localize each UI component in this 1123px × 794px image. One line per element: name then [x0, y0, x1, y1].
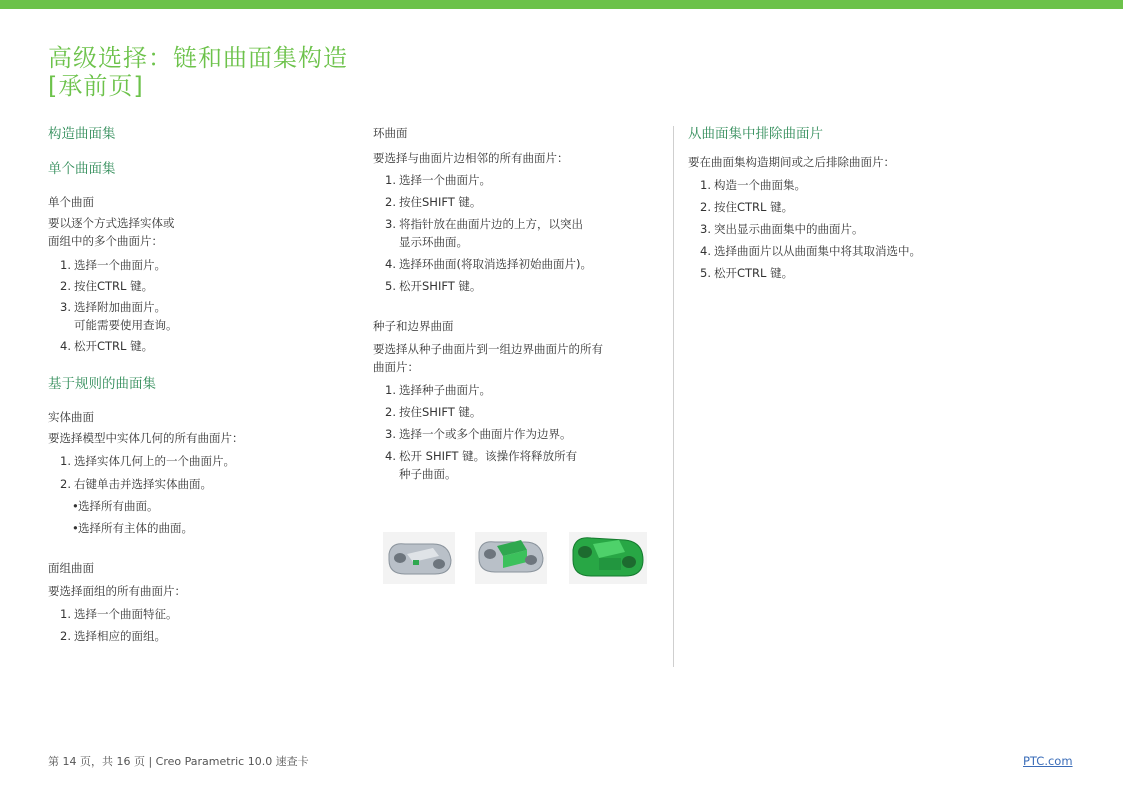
- step-text: 突出显示曲面集中的曲面片。: [714, 222, 864, 236]
- step-text: 松开SHIFT 键。: [399, 279, 482, 293]
- intro-loop-surface: 要选择与曲面片边相邻的所有曲面片：: [373, 151, 569, 165]
- step-number: 1.: [60, 258, 71, 272]
- step-text: 选择环曲面(将取消选择初始曲面片)。: [399, 257, 592, 271]
- step-number: 3.: [385, 427, 396, 441]
- list-item: [48, 298, 348, 334]
- intro-single-line2: 面组中的多个曲面片：: [48, 234, 163, 248]
- step-number: 2.: [385, 195, 396, 209]
- intro-exclude: 要在曲面集构造期间或之后排除曲面片：: [688, 155, 895, 169]
- step-number: 4.: [385, 449, 396, 463]
- part-boundary-surface-image: [475, 532, 547, 584]
- step-text: 选择一个或多个曲面片作为边界。: [399, 427, 572, 441]
- list-item: [48, 497, 348, 515]
- list-item: [373, 425, 658, 443]
- step-number: 1.: [60, 454, 71, 468]
- list-item: [688, 198, 988, 216]
- intro-seed-line2: 曲面片：: [373, 360, 419, 374]
- list-item: [373, 277, 658, 295]
- step-text: 松开 SHIFT 键。该操作将释放所有 种子曲面。: [399, 449, 578, 481]
- top-accent-bar: [0, 0, 1123, 9]
- column-right: [688, 124, 988, 282]
- steps-seed: [373, 381, 658, 483]
- step-text: 将指针放在曲面片边的上方，以突出 显示环曲面。: [399, 217, 583, 249]
- step-number: 3.: [700, 222, 711, 236]
- list-item: [373, 215, 658, 251]
- list-item: [48, 627, 348, 645]
- step-text: 选择一个曲面特征。: [74, 607, 178, 621]
- step-text: 松开CTRL 键。: [74, 339, 154, 353]
- step-number: 5.: [700, 266, 711, 280]
- page-title-line1: 高级选择：链和曲面集构造: [48, 44, 348, 72]
- list-item: [48, 452, 348, 470]
- step-number: 2.: [385, 405, 396, 419]
- surface-set-illustrations: [383, 532, 653, 586]
- list-item: [48, 519, 348, 537]
- subheading-loop-surface: 环曲面: [373, 126, 408, 140]
- step-text: 松开CTRL 键。: [714, 266, 794, 280]
- list-item: [373, 171, 658, 189]
- step-text: 选择一个曲面片。: [399, 173, 491, 187]
- step-text: 选择种子曲面片。: [399, 383, 491, 397]
- step-text: 选择实体几何上的一个曲面片。: [74, 454, 235, 468]
- step-text: 选择曲面片以从曲面集中将其取消选中。: [714, 244, 921, 258]
- list-item: [373, 403, 658, 421]
- list-item: [688, 220, 988, 238]
- list-item: [48, 475, 348, 493]
- step-number: 5.: [385, 279, 396, 293]
- bullets-solid: [48, 497, 348, 537]
- list-item: [373, 255, 658, 273]
- intro-single-line1: 要以逐个方式选择实体或: [48, 216, 175, 230]
- list-item: [688, 176, 988, 194]
- bullet: •: [72, 499, 79, 513]
- steps-loop: [373, 171, 658, 295]
- step-text: 选择一个曲面片。: [74, 258, 166, 272]
- footer-page-info: 第 14 页，共 16 页 | Creo Parametric 10.0 速查卡: [48, 755, 309, 768]
- column-divider: [673, 126, 674, 667]
- step-text: 按住SHIFT 键。: [399, 405, 482, 419]
- steps-exclude: [688, 176, 988, 282]
- step-number: 1.: [700, 178, 711, 192]
- bullet-text: 选择所有曲面。: [78, 499, 159, 513]
- column-left: [48, 124, 348, 645]
- step-number: 4.: [700, 244, 711, 258]
- part-full-surface-image: [569, 532, 647, 584]
- subheading-quilt-surface: 面组曲面: [48, 561, 94, 575]
- intro-solid-surface: 要选择模型中实体几何的所有曲面片：: [48, 431, 244, 445]
- list-item: [48, 337, 348, 355]
- step-number: 2.: [700, 200, 711, 214]
- step-number: 1.: [60, 607, 71, 621]
- step-number: 4.: [385, 257, 396, 271]
- bullet-text: 选择所有主体的曲面。: [78, 521, 193, 535]
- step-text: 构造一个曲面集。: [714, 178, 806, 192]
- step-number: 2.: [60, 477, 71, 491]
- steps-single: [48, 256, 348, 355]
- step-text: 按住CTRL 键。: [74, 279, 154, 293]
- step-number: 1.: [385, 383, 396, 397]
- list-item: [373, 381, 658, 399]
- step-number: 2.: [60, 279, 71, 293]
- list-item: [688, 264, 988, 282]
- steps-quilt: [48, 605, 348, 645]
- heading-rule-based-surface-set: 基于规则的曲面集: [48, 376, 156, 392]
- step-number: 4.: [60, 339, 71, 353]
- section-title-build-surface-set: 构造曲面集: [48, 126, 116, 142]
- column-middle: [373, 124, 658, 483]
- subheading-solid-surface: 实体曲面: [48, 410, 94, 424]
- page-title: [48, 44, 548, 100]
- heading-single-surface-set: 单个曲面集: [48, 161, 116, 177]
- list-item: [48, 277, 348, 295]
- step-number: 1.: [385, 173, 396, 187]
- bullet: •: [72, 521, 79, 535]
- list-item: [48, 256, 348, 274]
- intro-seed-line1: 要选择从种子曲面片到一组边界曲面片的所有: [373, 342, 603, 356]
- step-number: 3.: [60, 300, 71, 314]
- step-text: 选择相应的面组。: [74, 629, 166, 643]
- part-seed-surface-image: [383, 532, 455, 584]
- section-title-exclude-surfaces: 从曲面集中排除曲面片: [688, 126, 823, 142]
- subheading-single-surface: 单个曲面: [48, 195, 94, 209]
- step-text: 选择附加曲面片。 可能需要使用查询。: [74, 300, 178, 332]
- page-title-line2: [承前页]: [48, 72, 144, 100]
- step-number: 2.: [60, 629, 71, 643]
- step-number: 3.: [385, 217, 396, 231]
- steps-solid: [48, 452, 348, 493]
- footer-ptc-link[interactable]: PTC.com: [1023, 754, 1073, 768]
- step-text: 按住SHIFT 键。: [399, 195, 482, 209]
- list-item: [373, 193, 658, 211]
- intro-quilt-surface: 要选择面组的所有曲面片：: [48, 584, 186, 598]
- list-item: [373, 447, 658, 483]
- step-text: 右键单击并选择实体曲面。: [74, 477, 212, 491]
- subheading-seed-boundary: 种子和边界曲面: [373, 319, 454, 333]
- list-item: [48, 605, 348, 623]
- list-item: [688, 242, 988, 260]
- step-text: 按住CTRL 键。: [714, 200, 794, 214]
